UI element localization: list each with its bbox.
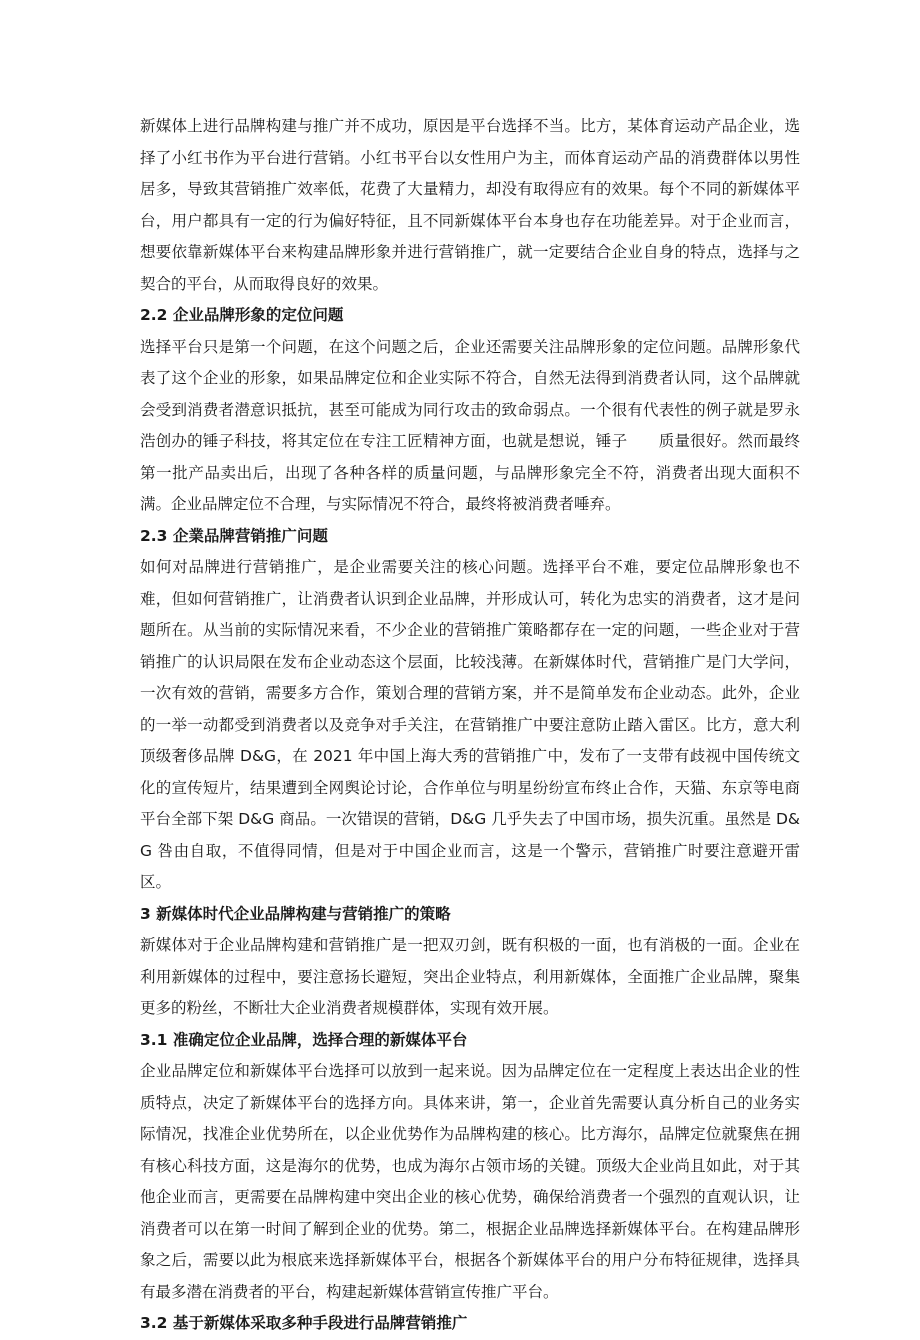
paragraph-brand-platform-strategy: 企业品牌定位和新媒体平台选择可以放到一起来说。因为品牌定位在一定程度上表达出企业的性质特点，决定了新媒体平台的选择方向。具体来讲，第一，企业首先需要认真分析自己的业务实际情况，找准企业优势所在，以企业优势作为品牌构建的核心。比方海尔，品牌定位就聚焦在拥有核心科技方面，这是海尔的优势，也成为海尔占领市场的关键。顶级大企业尚且如此，对于其他企业而言，更需要在品牌构建中突出企业的核心优势，确保给消费者一个强烈的直观认识，让消费者可以在第一时间了解到企业的优势。第二，根据企业品牌选择新媒体平台。在构建品牌形象之后，需要以此为根底来选择新媒体平台，根据各个新媒体平台的用户分布特征规律，选择具有最多潜在消费者的平台，构建起新媒体营销宣传推广平台。 [140, 1062, 800, 1301]
document-body [140, 111, 800, 1340]
section-heading-2-3: 2.3 企業品牌营销推广问题 [140, 526, 328, 545]
section-heading-3-1: 3.1 准确定位企业品牌，选择合理的新媒体平台 [140, 1030, 468, 1049]
section-heading-3-2: 3.2 基于新媒体采取多种手段进行品牌营销推广 [140, 1314, 468, 1332]
paragraph-brand-positioning: 选择平台只是第一个问题，在这个问题之后，企业还需要关注品牌形象的定位问题。品牌形象代表了这个企业的形象，如果品牌定位和企业实际不符合，自然无法得到消费者认同，这个品牌就会受到消费者潜意识抵抗，甚至可能成为同行攻击的致命弱点。一个很有代表性的例子就是罗永浩创办的锤子科技，将其定位在专注工匠精神方面，也就是想说，锤子 质量很好。然而最终第一批产品卖出后，出现了各种各样的质量问题，与品牌形象完全不符，消费者出现大面积不满。企业品牌定位不合理，与实际情况不符合，最终将被消费者唾弃。 [140, 337, 800, 513]
paragraph-strategy-intro: 新媒体对于企业品牌构建和营销推广是一把双刃剑，既有积极的一面，也有消极的一面。企业在利用新媒体的过程中，要注意扬长避短，突出企业特点，利用新媒体，全面推广企业品牌，聚集更多的粉丝，不断壮大企业消费者规模群体，实现有效开展。 [140, 936, 800, 1017]
paragraph-marketing-promotion: 如何对品牌进行营销推广，是企业需要关注的核心问题。选择平台不难，要定位品牌形象也不难，但如何营销推广，让消费者认识到企业品牌，并形成认可，转化为忠实的消费者，这才是问题所在。从当前的实际情况来看，不少企业的营销推广策略都存在一定的问题，一些企业对于营销推广的认识局限在发布企业动态这个层面，比较浅薄。在新媒体时代，营销推广是门大学问，一次有效的营销，需要多方合作，策划合理的营销方案，并不是简单发布企业动态。此外，企业的一举一动都受到消费者以及竞争对手关注，在营销推广中要注意防止踏入雷区。比方，意大利顶级奢侈品牌 D&G，在 2021 年中国上海大秀的营销推广中，发布了一支带有歧视中国传统文化的宣传短片，结果遭到全网舆论讨论，合作单位与明星纷纷宣布终止合作，天猫、东京等电商平台全部下架 D&G 商品。一次错误的营销，D&G 几乎失去了中国市场，损失沉重。虽然是 D&G 咎由自取，不值得同情，但是对于中国企业而言，这是一个警示，营销推广时要注意避开雷区。 [140, 558, 800, 891]
paragraph-platform-selection: 新媒体上进行品牌构建与推广并不成功，原因是平台选择不当。比方，某体育运动产品企业，选择了小红书作为平台进行营销。小红书平台以女性用户为主，而体育运动产品的消费群体以男性居多，导致其营销推广效率低，花费了大量精力，却没有取得应有的效果。每个不同的新媒体平台，用户都具有一定的行为偏好特征，且不同新媒体平台本身也存在功能差异。对于企业而言，想要依靠新媒体平台来构建品牌形象并进行营销推广，就一定要结合企业自身的特点，选择与之契合的平台，从而取得良好的效果。 [140, 117, 800, 293]
section-heading-3: 3 新媒体时代企业品牌构建与营销推广的策略 [140, 904, 451, 923]
section-heading-2-2: 2.2 企业品牌形象的定位问题 [140, 306, 344, 324]
